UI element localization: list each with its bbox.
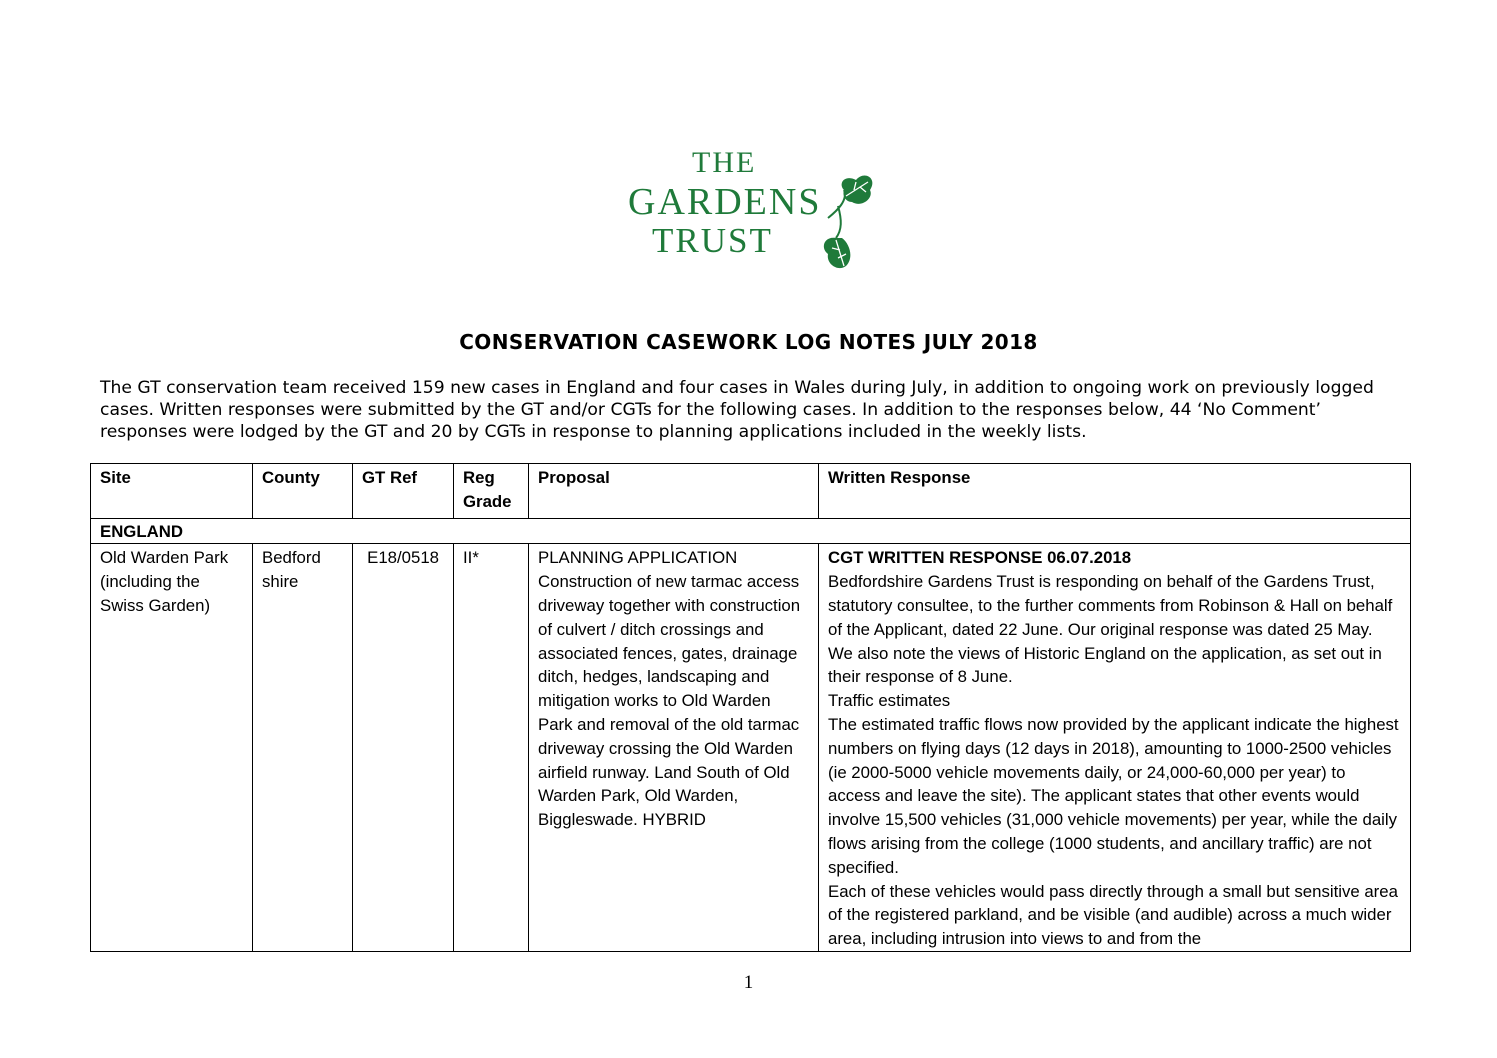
cell-proposal xyxy=(529,544,819,952)
logo-line-the: THE xyxy=(692,146,757,179)
logo-line-trust: TRUST xyxy=(652,221,773,260)
gardens-trust-logo xyxy=(620,140,880,272)
proposal-type: PLANNING APPLICATION xyxy=(538,548,738,568)
cell-written-response xyxy=(819,544,1411,952)
section-row xyxy=(91,518,1411,544)
response-paragraph: The estimated traffic flows now provided by the applicant indicate the highest numbers on flying days (12 days in 2018), amounting to 1000-2500 vehicles (ie 2000-5000 vehicle movements daily, or 24,000-60,000 per year) to access and leave the site). The applicant states that other events would involve 15,500 vehicles (31,000 vehicle movements) per year, while the daily flows arising from the college (1000 students, and ancillary traffic) are not specified. xyxy=(828,714,1399,877)
header-reg-grade: Reg Grade xyxy=(454,464,529,519)
header-site: Site xyxy=(91,464,253,519)
header-gt-ref: GT Ref xyxy=(353,464,454,519)
page-title: CONSERVATION CASEWORK LOG NOTES JULY 2018 xyxy=(459,330,1038,354)
proposal-text: Construction of new tarmac access driveway together with construction of culvert / ditch crossings and associated fences, gates, drainage ditch, hedges, landscaping and mitigation works to Old Warden Park and removal of the old tarmac driveway crossing the Old Warden airfield runway. Land South of Old Warden Park, Old Warden, Biggleswade. HYBRID xyxy=(538,572,801,830)
response-heading: CGT WRITTEN RESPONSE 06.07.2018 xyxy=(828,548,1132,568)
casework-table xyxy=(90,463,1411,952)
written-response-body xyxy=(828,546,1401,951)
cell-county: Bedford shire xyxy=(253,544,353,952)
response-paragraph: Bedfordshire Gardens Trust is responding on behalf of the Gardens Trust, statutory consultee, to the further comments from Robinson & Hall on behalf of the Applicant, dated 22 June. Our original response was dated 25 May. We also note the views of Historic England on the application, as set out in their response of 8 June. xyxy=(828,572,1393,687)
section-england: ENGLAND xyxy=(91,518,1411,544)
leaf-icon xyxy=(808,140,888,272)
header-county: County xyxy=(253,464,353,519)
header-proposal: Proposal xyxy=(529,464,819,519)
cell-gt-ref: E18/0518 xyxy=(353,544,454,952)
header-written-response: Written Response xyxy=(819,464,1411,519)
page-number: 1 xyxy=(743,972,754,993)
cell-site: Old Warden Park (including the Swiss Garden) xyxy=(91,544,253,952)
response-subheading: Traffic estimates xyxy=(828,691,951,711)
table-row xyxy=(91,544,1411,952)
table-header-row xyxy=(91,464,1411,519)
intro-paragraph: The GT conservation team received 159 new cases in England and four cases in Wales during July, in addition to ongoing work on previously logged cases. Written responses were submitted by the GT and/or CGTs for the following cases. In addition to the responses below, 44 ‘No Comment’ responses were lodged by the GT and 20 by CGTs in response to planning applications included in the weekly lists. xyxy=(100,378,1374,442)
logo-line-gardens: GARDENS xyxy=(628,181,822,223)
response-paragraph: Each of these vehicles would pass directly through a small but sensitive area of the registered parkland, and be visible (and audible) across a much wider area, including intrusion into views to and from the xyxy=(828,881,1398,949)
cell-reg-grade: II* xyxy=(454,544,529,952)
